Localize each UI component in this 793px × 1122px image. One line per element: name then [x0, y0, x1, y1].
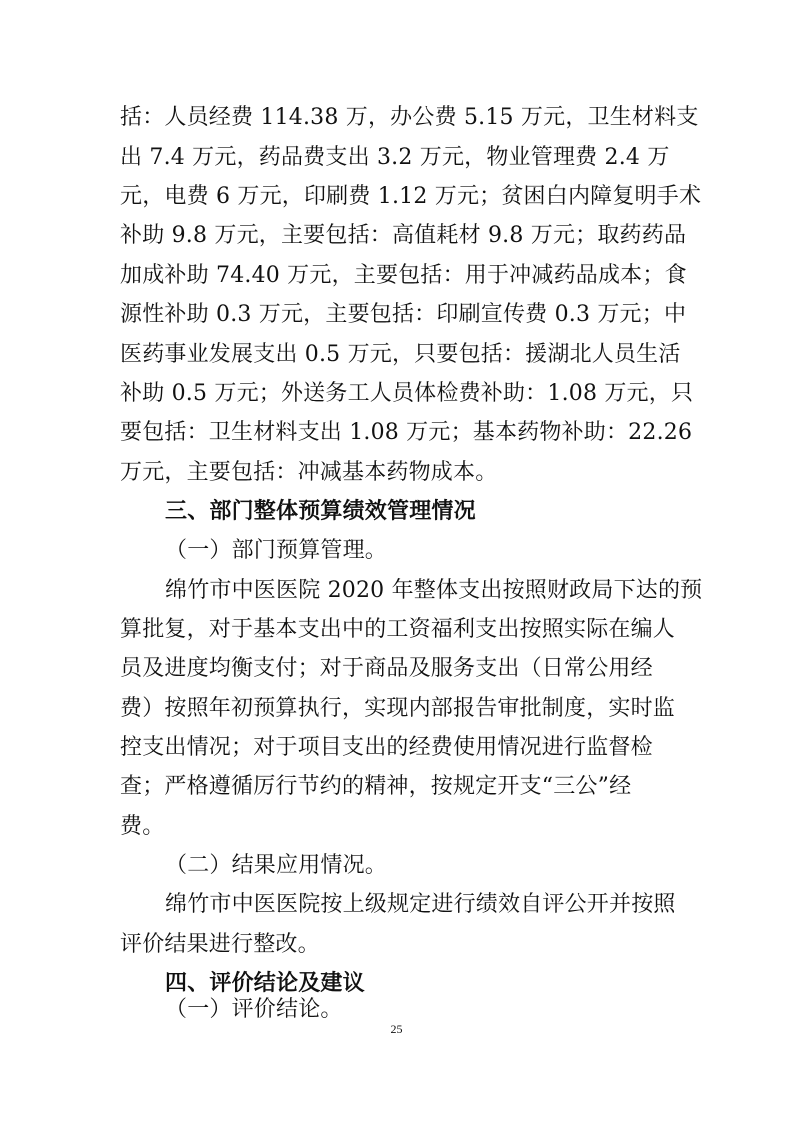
body-text-line: 元，电费 6 万元，印刷费 1.12 万元；贫困白内障复明手术 [120, 184, 702, 209]
body-text-line: 出 7.4 万元，药品费支出 3.2 万元，物业管理费 2.4 万 [120, 145, 670, 170]
body-text-line: 医药事业发展支出 0.5 万元，只要包括：援湖北人员生活 [120, 342, 681, 367]
subsection-heading-1: （一）部门预算管理。 [165, 538, 388, 563]
section-heading-4: 四、评价结论及建议 [165, 971, 365, 996]
body-text-line: 万元，主要包括：冲减基本药物成本。 [120, 460, 498, 485]
body-text-line: 要包括：卫生材料支出 1.08 万元；基本药物补助：22.26 [120, 420, 693, 445]
body-text-line: 绵竹市中医医院 2020 年整体支出按照财政局下达的预 [165, 578, 703, 603]
body-text-line: 补助 9.8 万元，主要包括：高值耗材 9.8 万元；取药药品 [120, 223, 687, 248]
page-number: 25 [390, 1022, 403, 1036]
body-text-line: 控支出情况；对于项目支出的经费使用情况进行监督检 [120, 735, 653, 760]
subsection-heading-2: （二）结果应用情况。 [165, 853, 388, 878]
body-text-line: 括：人员经费 114.38 万，办公费 5.15 万元，卫生材料支 [120, 105, 699, 130]
body-text-line: 员及进度均衡支付；对于商品及服务支出（日常公用经 [120, 656, 653, 681]
body-text-line: 费。 [120, 814, 165, 839]
subsection-heading-4-1: （一）评价结论。 [165, 997, 343, 1022]
body-text-line: 评价结果进行整改。 [120, 932, 320, 957]
body-text-line: 补助 0.5 万元；外送务工人员体检费补助：1.08 万元，只 [120, 381, 694, 406]
body-text-line: 加成补助 74.40 万元，主要包括：用于冲减药品成本；食 [120, 263, 687, 288]
body-text-line: 查；严格遵循厉行节约的精神，按规定开支“三公”经 [120, 774, 632, 799]
body-text-line: 源性补助 0.3 万元，主要包括：印刷宣传费 0.3 万元；中 [120, 302, 687, 327]
body-text-line: 绵竹市中医医院按上级规定进行绩效自评公开并按照 [165, 892, 676, 917]
body-text-line: 费）按照年初预算执行，实现内部报告审批制度，实时监 [120, 696, 676, 721]
body-text-line: 算批复，对于基本支出中的工资福利支出按照实际在编人 [120, 617, 676, 642]
section-heading-3: 三、部门整体预算绩效管理情况 [165, 499, 476, 524]
